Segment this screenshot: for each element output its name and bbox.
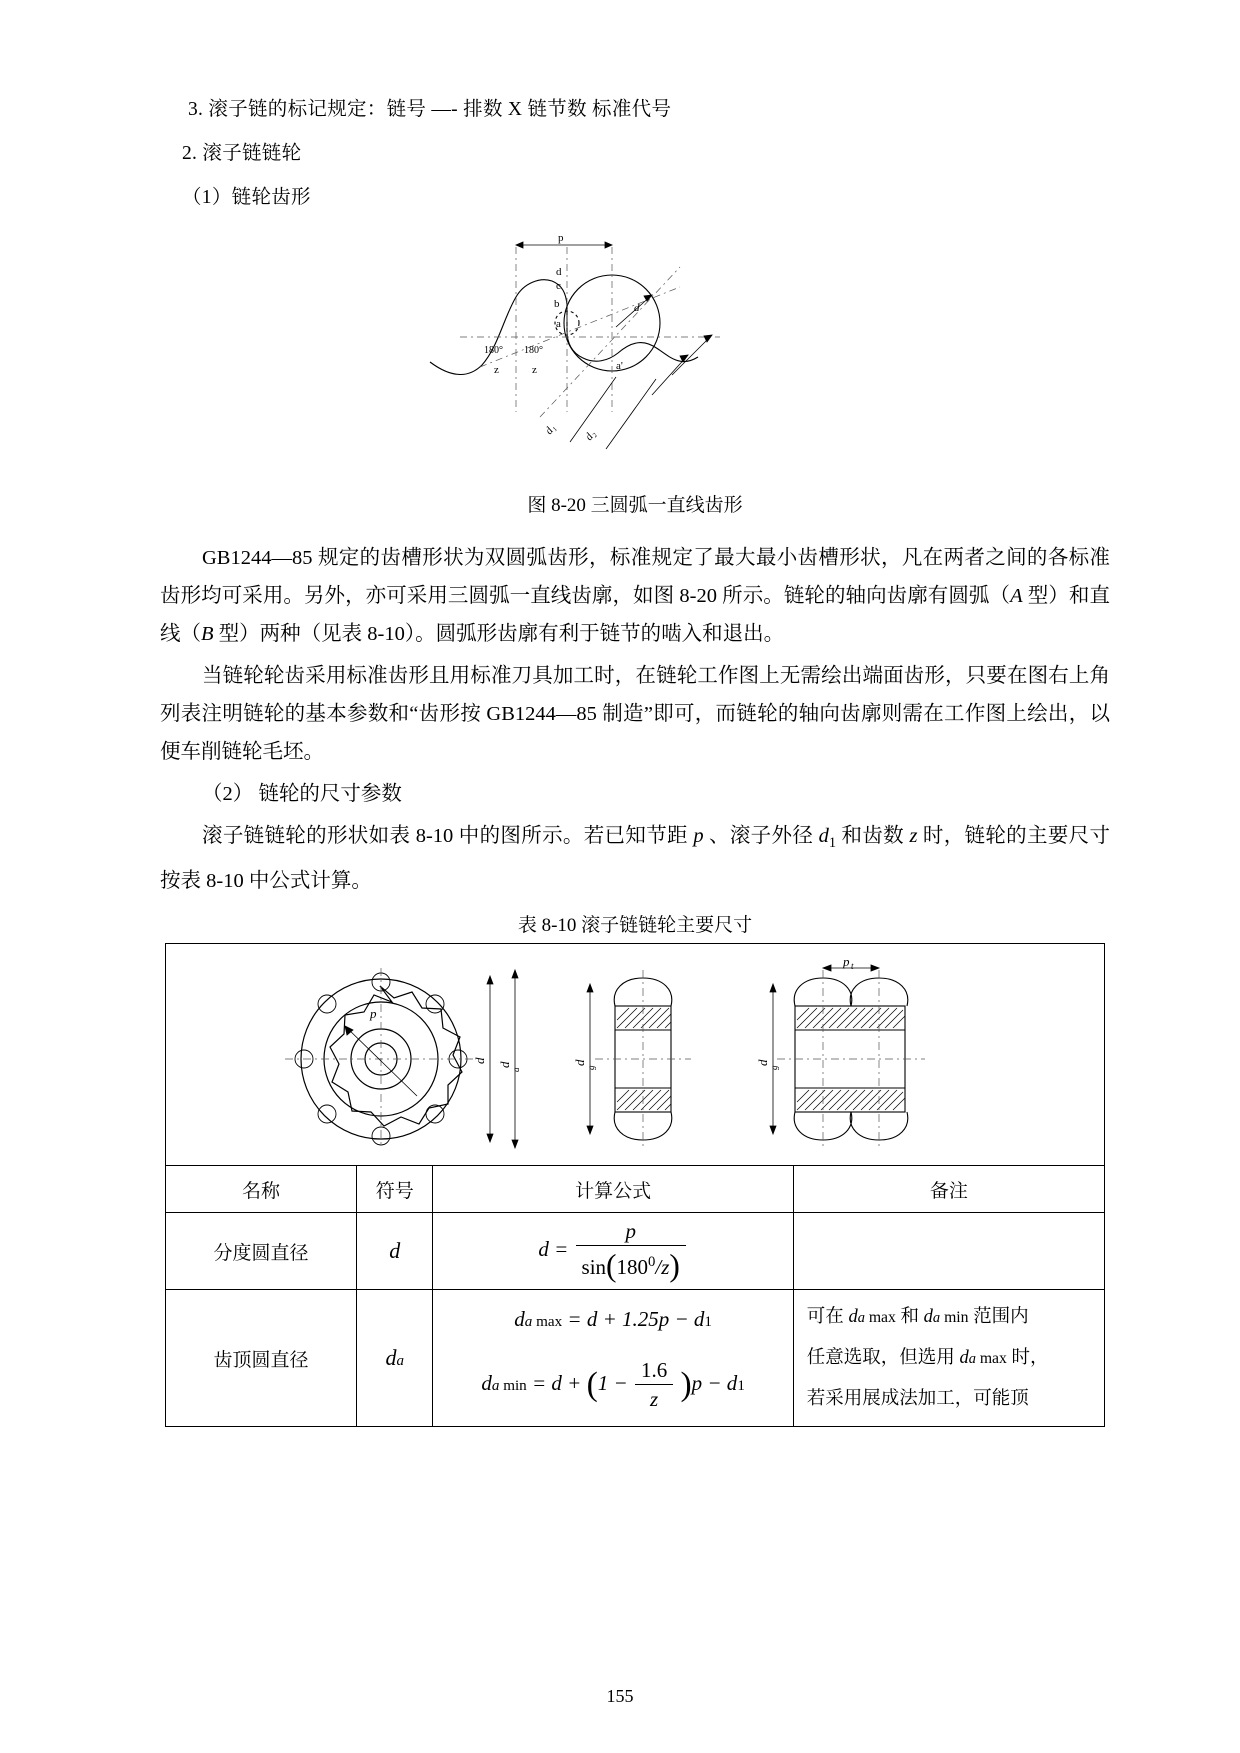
label-c: c: [556, 280, 561, 292]
paragraph-1: GB1244—85 规定的齿槽形状为双圆弧齿形，标准规定了最大最小齿槽形状，凡在两者之间的各标准齿形均可采用。另外，亦可采用三圆弧一直线齿廓，如图 8-20 所示。链轮的轴向齿廓有圆弧（A 型）和直线（B 型）两种（见表 8-10）。圆弧形齿廓有利于链节的啮入和退出。: [160, 547, 1111, 645]
row-formula-pitch-diameter: d = $\frac{p}{\sin(180^0/z)}$: [433, 1213, 793, 1290]
label-z-right: z: [532, 364, 537, 376]
formula-da-max: da max = d + 1.25p − d1: [514, 1306, 712, 1331]
table-header-row: [166, 1166, 1105, 1213]
label-da: d: [497, 1061, 512, 1069]
text-line-1: 3. 滚子链的标记规定：链号 —- 排数 X 链节数 标准代号: [188, 99, 672, 120]
label-a: a: [556, 318, 561, 330]
label-b: b: [554, 298, 560, 310]
paragraph-3: 滚子链链轮的形状如表 8-10 中的图所示。若已知节距 p 、滚子外径 $d_1$ 和齿数 z 时，链轮的主要尺寸按表 8-10 中公式计算。: [160, 825, 1110, 893]
text-line-2: 2. 滚子链链轮: [182, 143, 302, 164]
paragraph-2: 当链轮轮齿采用标准齿形且用标准刀具加工时，在链轮工作图上无需绘出端面齿形，只要在图右上角列表注明链轮的基本参数和“齿形按 GB1244—85 制造”即可，而链轮的轴向齿廓则需在工作图上绘出，以便车削链轮毛坯。: [160, 665, 1110, 763]
page-number: 155: [606, 1686, 634, 1706]
note-line-1: 可在 da max 和 da min 范围内: [806, 1307, 1029, 1328]
table-8-10: [165, 943, 1105, 1427]
table-row: [166, 1213, 1105, 1290]
note-line-2: 任意选取，但选用 da max 时，: [806, 1348, 1049, 1369]
table-8-10-caption: 表 8-10 滚子链链轮主要尺寸: [517, 915, 753, 937]
section-2-title: （2） 链轮的尺寸参数: [202, 783, 402, 805]
label-d2: d₂: [582, 428, 599, 443]
label-d-top: d: [556, 266, 562, 278]
header-formula: 计算公式: [433, 1166, 793, 1213]
figure-8-20-caption: 图 8-20 三圆弧一直线齿形: [527, 495, 743, 516]
label-p: p: [558, 232, 564, 244]
row-note-tip-diameter: [793, 1290, 1104, 1427]
label-d1: d₁: [542, 422, 559, 437]
row-formula-tip-diameter: [433, 1290, 793, 1427]
label-dg-left: d: [572, 1059, 587, 1067]
label-dg-right: d: [755, 1059, 770, 1067]
table-row: [166, 1290, 1105, 1427]
header-note: 备注: [793, 1166, 1104, 1213]
label-angle-right: 180°: [524, 345, 543, 356]
label-da-sub: a: [511, 1067, 521, 1073]
label-d: d: [472, 1057, 487, 1065]
label-d1-arc: d: [634, 302, 640, 314]
row-symbol-da: da: [357, 1290, 433, 1427]
header-name: 名称: [166, 1166, 357, 1213]
header-symbol: 符号: [357, 1166, 433, 1213]
formula-da-min: da min = d + (1 − $\frac{1.6}{z}$ )p − d1: [481, 1357, 745, 1411]
label-z-left: z: [494, 364, 499, 376]
sprocket-drawing: [185, 956, 1085, 1151]
text-line-3: （1）链轮齿形: [182, 187, 311, 208]
label-pt: p: [843, 956, 850, 970]
label-pt-sub: t: [851, 961, 854, 972]
table-figure-cell: [166, 944, 1105, 1166]
row-symbol-d: d: [357, 1213, 433, 1290]
label-dg-right-sub: g: [769, 1065, 779, 1071]
note-line-3: 若采用展成法加工，可能顶: [806, 1389, 1029, 1410]
label-p-arc: p: [370, 1006, 377, 1022]
table-figure-row: [166, 944, 1105, 1166]
row-name-pitch-diameter: 分度圆直径: [166, 1213, 357, 1290]
figure-8-20: [160, 227, 1110, 482]
label-a-prime: a': [616, 360, 623, 372]
row-name-tip-diameter: 齿顶圆直径: [166, 1290, 357, 1427]
label-dg-left-sub: g: [586, 1065, 596, 1071]
row-note-empty: [793, 1213, 1104, 1290]
figure-8-20-drawing: [420, 227, 850, 477]
label-angle-left: 180°: [484, 345, 503, 356]
